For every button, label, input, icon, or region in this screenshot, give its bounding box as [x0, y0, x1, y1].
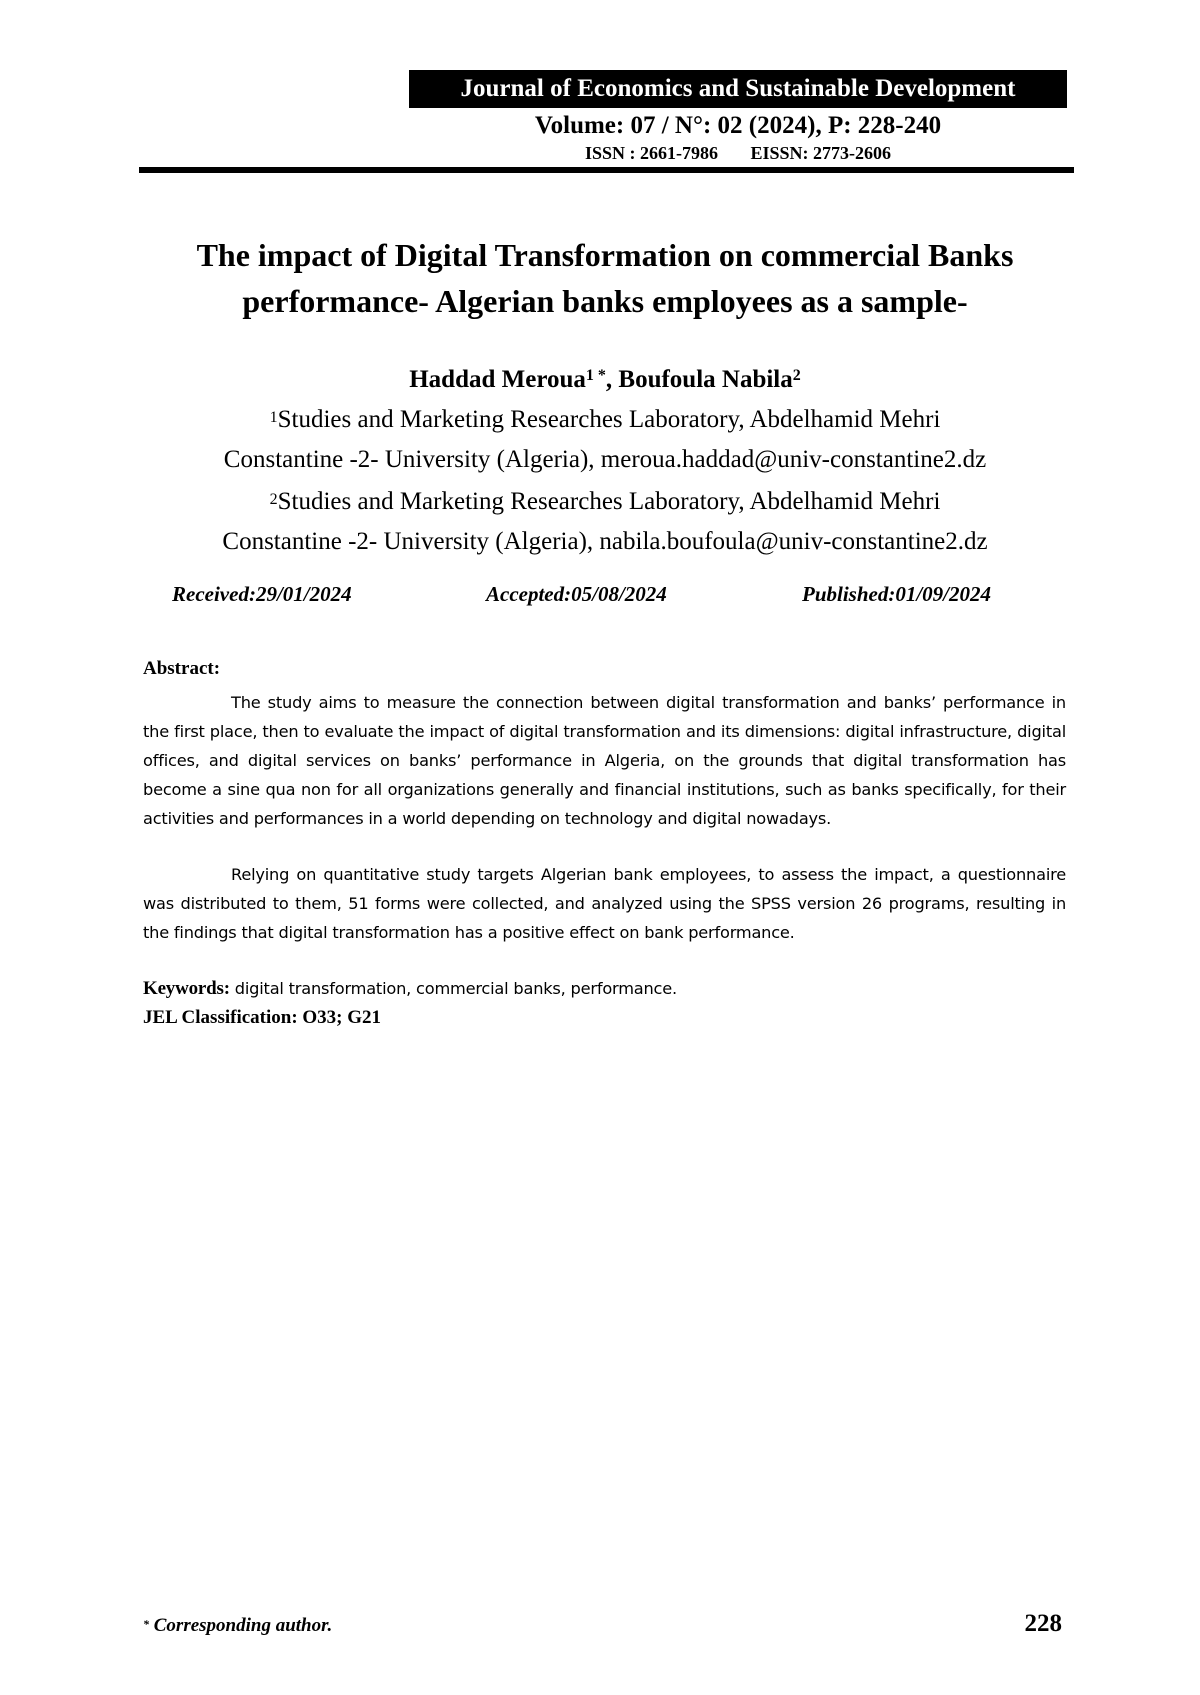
keywords-text: digital transformation, commercial banks, performance.	[229, 979, 677, 998]
issn: ISSN : 2661-7986	[584, 143, 718, 163]
journal-name-banner: Journal of Economics and Sustainable Development	[409, 70, 1067, 108]
page-number: 228	[1024, 1610, 1062, 1637]
volume-line: Volume: 07 / N°: 02 (2024), P: 228-240	[534, 112, 942, 139]
issn-line	[409, 142, 1067, 164]
author-separator: ,	[605, 366, 619, 393]
affiliation-2	[130, 482, 1080, 562]
received-date: Received:29/01/2024	[172, 582, 352, 606]
abstract-paragraph-2: Relying on quantitative study targets Algerian bank employees, to assess the impact, a questionnaire was distributed to them, 51 forms were collected, and analyzed using the SPSS version 26 programs, resulting in the findings that digital transformation has a positive effect on bank performance.	[143, 865, 1066, 942]
article-title	[120, 232, 1090, 324]
jel-classification: JEL Classification: O33; G21	[143, 1007, 382, 1028]
accepted-date: Accepted:05/08/2024	[486, 582, 667, 606]
affiliation-1-line-2: Constantine -2- University (Algeria), meroua.haddad@univ-constantine2.dz	[223, 446, 987, 473]
footnote-mark: *	[143, 1617, 149, 1631]
abstract-heading: Abstract:	[143, 658, 221, 679]
title-line-2: performance- Algerian banks employees as a sample-	[242, 283, 968, 319]
title-line-1: The impact of Digital Transformation on commercial Banks	[196, 237, 1014, 273]
header-rule	[139, 167, 1074, 173]
affiliation-1-text: Studies and Marketing Researches Laboratory, Abdelhamid Mehri	[277, 406, 941, 433]
keywords-label: Keywords:	[143, 978, 230, 999]
author-2: Boufoula Nabila	[618, 366, 793, 393]
affiliation-1	[130, 400, 1080, 480]
author-1-mark: 1 *	[585, 367, 606, 384]
affiliation-2-text: Studies and Marketing Researches Laboratory, Abdelhamid Mehri	[277, 488, 941, 515]
footnote	[143, 1614, 332, 1638]
published-date: Published:01/09/2024	[802, 582, 992, 606]
keywords	[143, 975, 1066, 1003]
authors	[120, 364, 1090, 396]
affiliation-1-mark: 1	[269, 409, 278, 426]
affiliation-1-line-1	[130, 400, 1080, 440]
author-1: Haddad Meroua	[409, 366, 586, 393]
affiliation-2-mark: 2	[269, 491, 278, 508]
affiliation-2-line-1	[130, 482, 1080, 522]
abstract-paragraph-1: The study aims to measure the connection between digital transformation and banks’ performance in the first place, then to evaluate the impact of digital transformation and its dimensions: digital infrastructure, digital offices, and digital services on banks’ performance in Algeria, on the grounds that digital transformation has become a sine qua non for all organizations generally and financial institutions, such as banks specifically, for their activities and performances in a world depending on technology and digital nowadays.	[143, 693, 1066, 828]
eissn: EISSN: 2773-2606	[750, 143, 892, 163]
author-2-mark: 2	[792, 367, 801, 384]
affiliation-2-line-2: Constantine -2- University (Algeria), nabila.boufoula@univ-constantine2.dz	[222, 528, 988, 555]
footnote-text: Corresponding author.	[153, 1615, 333, 1636]
